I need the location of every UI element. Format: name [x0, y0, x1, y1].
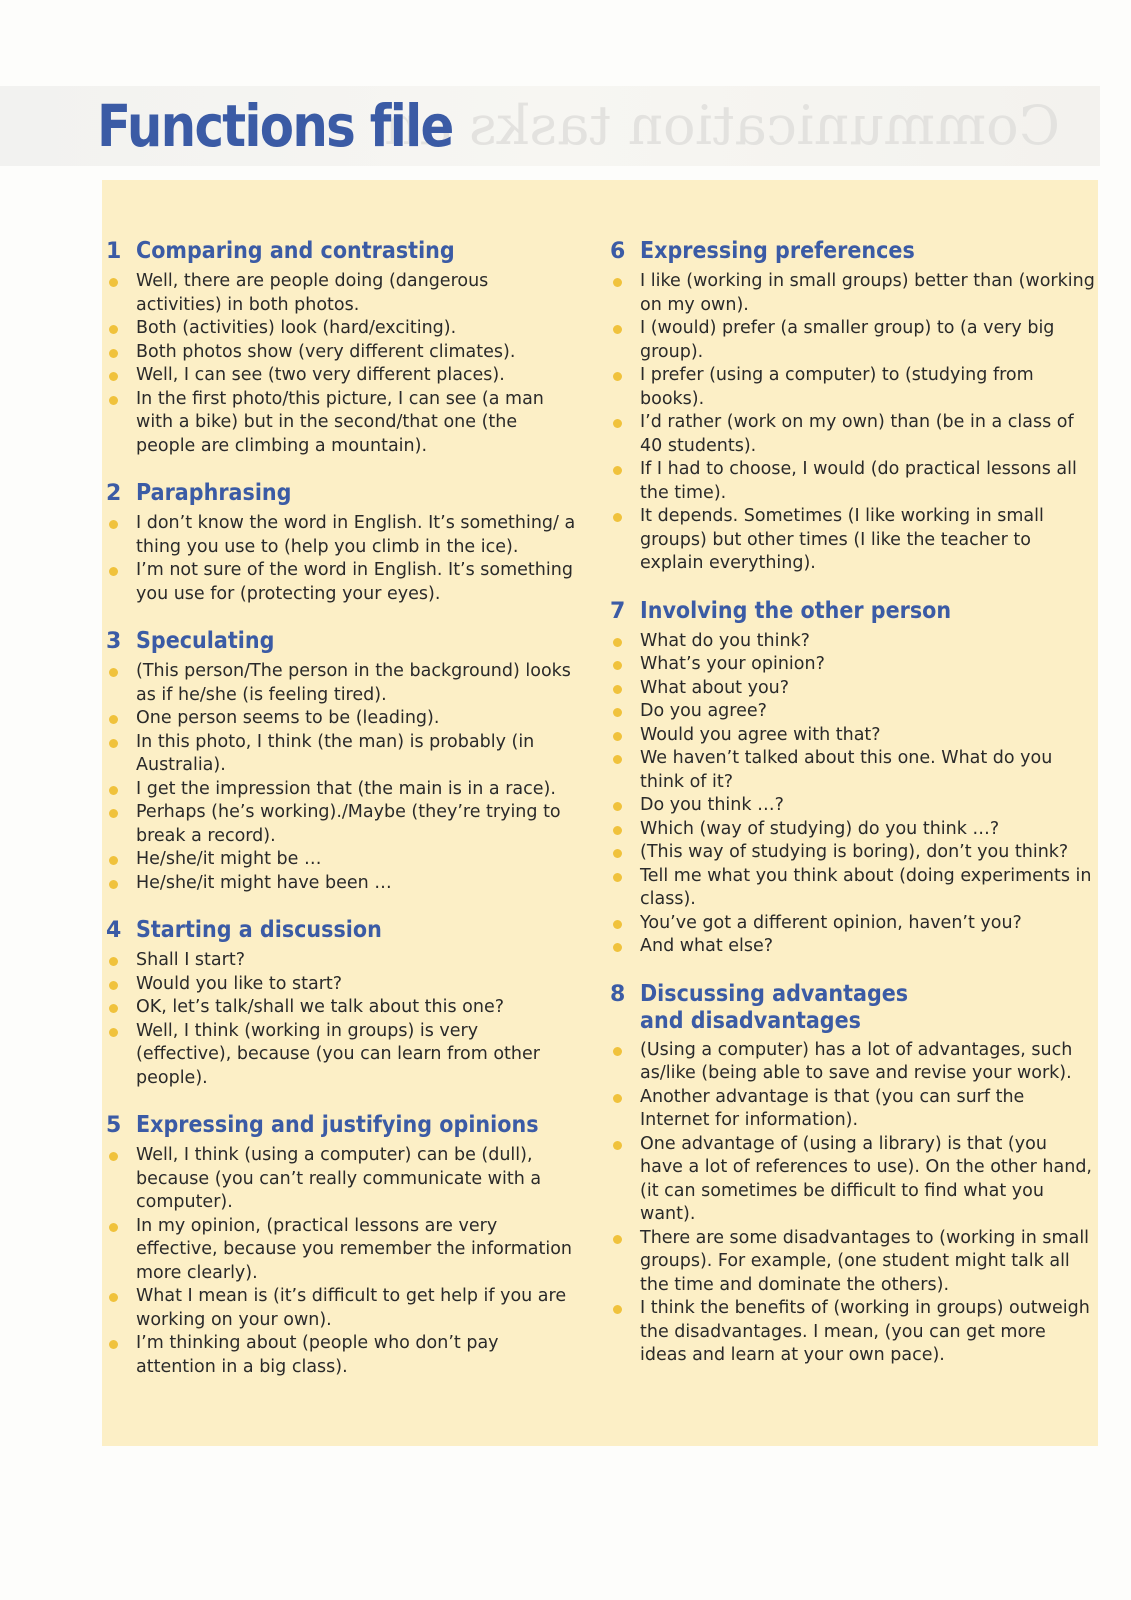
section-heading: Speculating: [136, 628, 275, 654]
section-number: 1: [106, 239, 122, 264]
phrase-item: What about you?: [610, 677, 1095, 701]
section-header: [610, 238, 1095, 266]
phrase-item: I like (working in small groups) better than (working on my own).: [610, 270, 1095, 317]
phrase-item: And what else?: [610, 935, 1095, 959]
phrase-list: [106, 1144, 576, 1379]
section: [610, 981, 1095, 1368]
phrase-list: [106, 949, 576, 1090]
phrase-item: Both (activities) look (hard/exciting).: [106, 317, 576, 341]
section-heading: Discussing advantages and disadvantages: [640, 980, 909, 1034]
section-heading: Expressing and justifying opinions: [136, 1112, 539, 1138]
section-header: [610, 598, 1095, 626]
phrase-item: Both photos show (very different climates).: [106, 341, 576, 365]
phrase-item: What do you think?: [610, 630, 1095, 654]
section-number: 8: [610, 981, 626, 1007]
phrase-item: Which (way of studying) do you think …?: [610, 818, 1095, 842]
phrase-item: OK, let’s talk/shall we talk about this one?: [106, 996, 576, 1020]
phrase-item: Perhaps (he’s working)./Maybe (they’re trying to break a record).: [106, 801, 576, 848]
phrase-list: [106, 660, 576, 895]
phrase-item: In the first photo/this picture, I can see (a man with a bike) but in the second/that one (the people are climbing a mountain).: [106, 388, 576, 459]
section: [106, 480, 576, 606]
phrase-item: I prefer (using a computer) to (studying from books).: [610, 364, 1095, 411]
phrase-list: [106, 270, 576, 458]
phrase-item: What I mean is (it’s difficult to get help if you are working on your own).: [106, 1285, 576, 1332]
phrase-item: Shall I start?: [106, 949, 576, 973]
phrase-item: You’ve got a different opinion, haven’t you?: [610, 912, 1095, 936]
section: [106, 917, 576, 1090]
phrase-item: Do you agree?: [610, 700, 1095, 724]
phrase-item: Would you agree with that?: [610, 724, 1095, 748]
section-number: 7: [610, 598, 626, 624]
phrase-item: (Using a computer) has a lot of advantages, such as/like (being able to save and revise your work).: [610, 1039, 1095, 1086]
section-header: [106, 628, 576, 656]
phrase-list: [610, 1039, 1095, 1368]
phrase-item: I get the impression that (the main is in a race).: [106, 778, 576, 802]
section-header: [610, 981, 1095, 1035]
phrase-item: What’s your opinion?: [610, 653, 1095, 677]
phrase-item: I don’t know the word in English. It’s something/ a thing you use to (help you climb in the ice).: [106, 512, 576, 559]
phrase-item: In this photo, I think (the man) is probably (in Australia).: [106, 731, 576, 778]
phrase-item: If I had to choose, I would (do practical lessons all the time).: [610, 458, 1095, 505]
section-heading: Starting a discussion: [136, 917, 382, 943]
phrase-item: In my opinion, (practical lessons are very effective, because you remember the information more clearly).: [106, 1215, 576, 1286]
phrase-item: I (would) prefer (a smaller group) to (a very big group).: [610, 317, 1095, 364]
phrase-item: We haven’t talked about this one. What do you think of it?: [610, 747, 1095, 794]
phrase-item: Well, there are people doing (dangerous activities) in both photos.: [106, 270, 576, 317]
phrase-item: (This person/The person in the background) looks as if he/she (is feeling tired).: [106, 660, 576, 707]
section-header: [106, 1112, 576, 1140]
section-heading: Expressing preferences: [640, 238, 915, 264]
phrase-item: I think the benefits of (working in groups) outweigh the disadvantages. I mean, (you can get more ideas and learn at your own pace).: [610, 1297, 1095, 1368]
phrase-item: (This way of studying is boring), don’t you think?: [610, 841, 1095, 865]
phrase-item: He/she/it might be …: [106, 848, 576, 872]
phrase-item: Well, I think (working in groups) is very (effective), because (you can learn from other people).: [106, 1020, 576, 1091]
phrase-item: I’m not sure of the word in English. It’s something you use for (protecting your eyes).: [106, 559, 576, 606]
show-through-text: Communication tasks an: [384, 94, 1060, 157]
phrase-item: Tell me what you think about (doing experiments in class).: [610, 865, 1095, 912]
section-number: 2: [106, 481, 122, 506]
phrase-item: I’d rather (work on my own) than (be in a class of 40 students).: [610, 411, 1095, 458]
left-column: [106, 238, 576, 1401]
section-number: 5: [106, 1113, 122, 1138]
section-header: [106, 480, 576, 508]
page-title: Functions file: [97, 92, 453, 160]
right-column: [610, 238, 1095, 1390]
phrase-item: I’m thinking about (people who don’t pay attention in a big class).: [106, 1332, 576, 1379]
section: [106, 628, 576, 895]
section: [610, 238, 1095, 576]
phrase-item: Do you think …?: [610, 794, 1095, 818]
section: [106, 238, 576, 458]
phrase-item: Would you like to start?: [106, 973, 576, 997]
section: [106, 1112, 576, 1379]
section: [610, 598, 1095, 959]
phrase-list: [610, 270, 1095, 576]
phrase-item: Well, I can see (two very different places).: [106, 364, 576, 388]
phrase-list: [610, 630, 1095, 959]
phrase-item: Well, I think (using a computer) can be (dull), because (you can’t really communicate with a computer).: [106, 1144, 576, 1215]
phrase-list: [106, 512, 576, 606]
phrase-item: One person seems to be (leading).: [106, 707, 576, 731]
phrase-item: It depends. Sometimes (I like working in small groups) but other times (I like the teacher to explain everything).: [610, 505, 1095, 576]
section-heading: Paraphrasing: [136, 480, 292, 506]
section-number: 4: [106, 918, 122, 943]
section-header: [106, 238, 576, 266]
phrase-item: There are some disadvantages to (working in small groups). For example, (one student might talk all the time and dominate the others).: [610, 1227, 1095, 1298]
section-number: 3: [106, 629, 122, 654]
phrase-item: Another advantage is that (you can surf the Internet for information).: [610, 1086, 1095, 1133]
section-heading: Comparing and contrasting: [136, 238, 455, 264]
section-number: 6: [610, 239, 626, 264]
phrase-item: One advantage of (using a library) is that (you have a lot of references to use). On the other hand, (it can sometimes be difficult to find what you want).: [610, 1133, 1095, 1227]
section-header: [106, 917, 576, 945]
section-heading: Involving the other person: [640, 597, 952, 624]
phrase-item: He/she/it might have been …: [106, 872, 576, 896]
